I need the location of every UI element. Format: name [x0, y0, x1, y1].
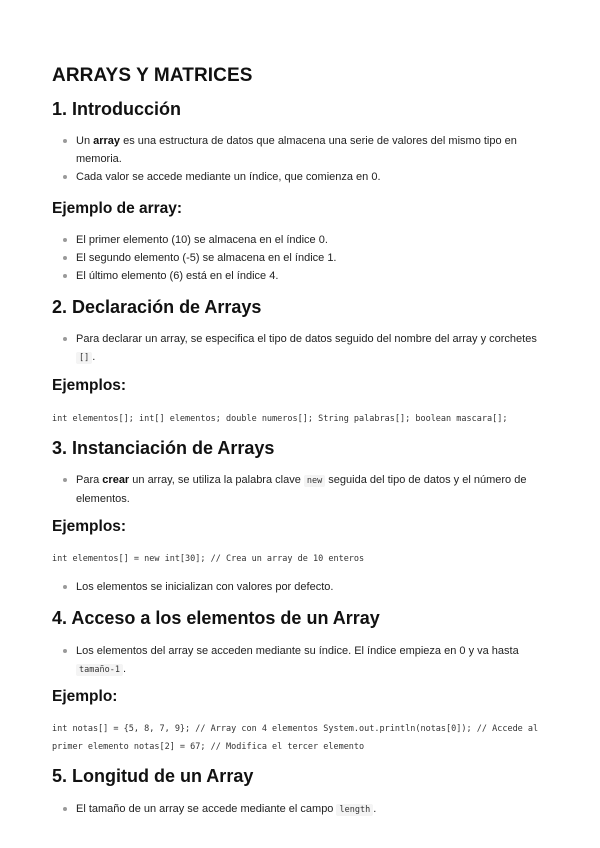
- section-4-list: [52, 642, 552, 679]
- inline-code: []: [76, 352, 92, 364]
- list-item: Un array es una estructura de datos que almacena una serie de valores del mismo tipo en memoria.: [52, 132, 552, 168]
- instantiation-examples-subheading: Ejemplos:: [52, 518, 127, 535]
- declaration-examples-subheading: Ejemplos:: [52, 377, 127, 394]
- list-item: El último elemento (6) está en el índice 4.: [52, 267, 552, 285]
- list-item: Para declarar un array, se especifica el tipo de datos seguido del nombre del array y corchetes [] .: [52, 330, 552, 367]
- list-item: El primer elemento (10) se almacena en el índice 0.: [52, 231, 552, 249]
- section-2-heading: 2. Declaración de Arrays: [52, 297, 262, 317]
- section-2-list: [52, 330, 552, 367]
- section-3-heading: 3. Instanciación de Arrays: [52, 438, 275, 458]
- instantiation-code-block: int elementos[] = new int[30]; // Crea un array de 10 enteros: [52, 554, 365, 564]
- access-code-block: int notas[] = {5, 8, 7, 9}; // Array con 4 elementos System.out.println(notas[0]); // Accede al primer elemento notas[2] = 67; // Modifica el tercer elemento: [52, 724, 544, 752]
- list-item: El tamaño de un array se accede mediante el campo length .: [52, 800, 552, 819]
- section-4-heading: 4. Acceso a los elementos de un Array: [52, 608, 380, 628]
- inline-code: new: [304, 475, 325, 487]
- section-5-list: [52, 800, 552, 819]
- list-item: Cada valor se accede mediante un índice, que comienza en 0.: [52, 168, 552, 186]
- section-1-list: [52, 132, 552, 186]
- access-example-subheading: Ejemplo:: [52, 688, 118, 705]
- instantiation-note-list: [52, 578, 552, 596]
- list-item: El segundo elemento (-5) se almacena en el índice 1.: [52, 249, 552, 267]
- section-1-heading: 1. Introducción: [52, 99, 182, 119]
- example-array-list: [52, 231, 552, 285]
- section-5-heading: 5. Longitud de un Array: [52, 766, 254, 786]
- inline-code: length: [336, 804, 373, 816]
- example-array-subheading: Ejemplo de array:: [52, 200, 183, 217]
- document-title: ARRAYS Y MATRICES: [52, 65, 253, 86]
- list-item: Los elementos del array se acceden mediante su índice. El índice empieza en 0 y va hasta tamaño-1 .: [52, 642, 552, 679]
- declaration-code-block: int elementos[]; int[] elementos; double numeros[]; String palabras[]; boolean mascara[];: [52, 414, 508, 424]
- section-3-list: [52, 471, 552, 508]
- list-item: Para crear un array, se utiliza la palabra clave new seguida del tipo de datos y el número de elementos.: [52, 471, 552, 508]
- list-item: Los elementos se inicializan con valores por defecto.: [52, 578, 552, 596]
- inline-code: tamaño-1: [76, 664, 123, 676]
